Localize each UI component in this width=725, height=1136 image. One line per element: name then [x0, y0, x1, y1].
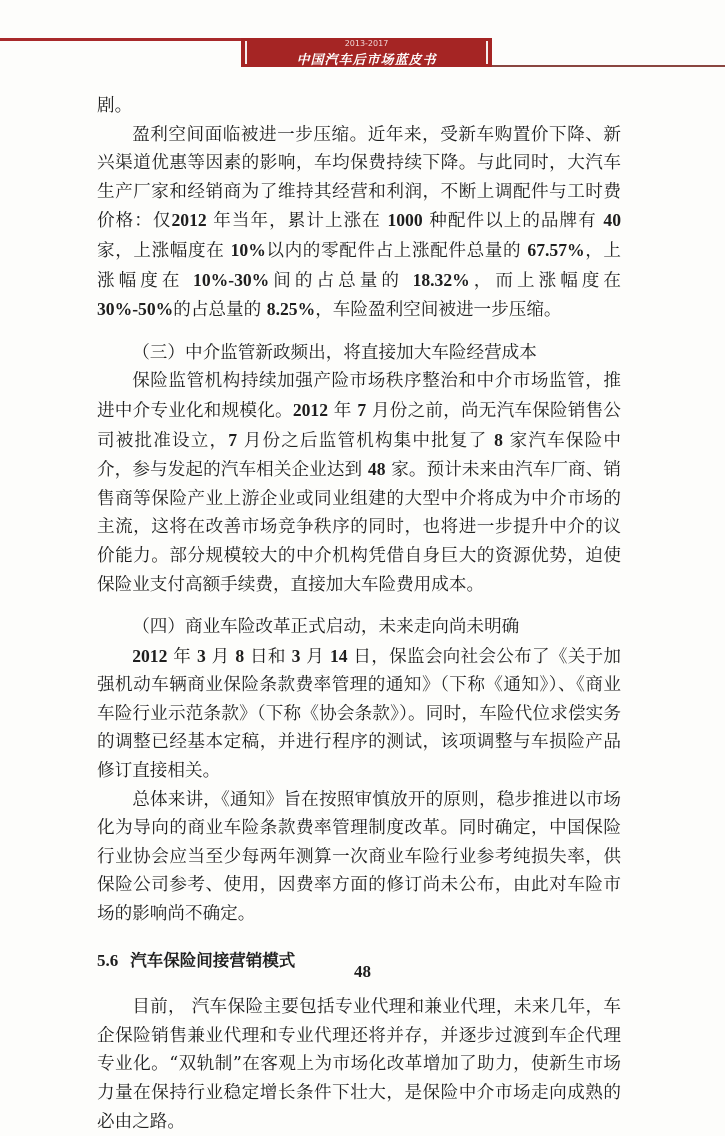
number: 10% — [230, 239, 266, 260]
number: 30%-50% — [97, 299, 174, 320]
number: 48 — [367, 459, 386, 480]
header-title: 中国汽车后市场蓝皮书 — [296, 53, 437, 68]
number: 2012 — [171, 210, 207, 231]
text: 间的占总量的 — [269, 270, 413, 291]
header-rule-right — [490, 65, 725, 67]
text: 盈利空间面临被进一步压缩。近年来，受新车购置价下降、新兴渠道优惠等因素的影响，车均保费持续下降。与此同时，大汽车生产厂家和经销商为了维持其经营和利润，不断上调配件与工时费价格：仅 — [97, 124, 621, 232]
number: 8 — [235, 645, 245, 666]
number: 2012 — [292, 399, 328, 420]
text: ，车险盈利空间被进一步压缩。 — [315, 300, 562, 321]
number: 2012 — [132, 645, 168, 666]
paragraph-intermediary-regulation — [97, 367, 621, 599]
text: 家，上涨幅度在 — [97, 240, 231, 261]
text: 保险监管机构持续加强产险市场秩序整治和中介市场监管，推进中介专业化和规模化。 — [97, 371, 621, 421]
number: 3 — [196, 645, 206, 666]
header-years: 2013-2017 — [344, 39, 389, 48]
text: 日和 — [244, 646, 292, 667]
number: 40 — [603, 210, 621, 231]
spacer — [97, 599, 621, 613]
spacer — [97, 325, 621, 339]
text: 年当年，累计上涨在 — [206, 211, 388, 232]
number: 8 — [494, 429, 503, 450]
text: ，上涨幅度在 — [97, 240, 621, 291]
text: 年 — [167, 646, 197, 667]
number: 3 — [291, 645, 301, 666]
section-title: 汽车保险间接营销模式 — [130, 950, 296, 970]
paragraph-continuation: 剧。 — [97, 96, 133, 116]
paragraph-overall: 总体来讲，《通知》旨在按照审慎放开的原则，稳步推进以市场化为导向的商业车险条款费率管理制度改革。同时确定，中国保险行业协会应当至少每两年测算一次商业车险行业参考纯损失率，供保险公司参考、使用，因费率方面的修订尚未公布，由此对车险市场的影响尚不确定。 — [97, 789, 621, 925]
number: 8.25% — [266, 299, 316, 320]
text: 月份之后监管机构集中批复了 — [237, 430, 495, 451]
paragraph-profit-squeeze — [97, 121, 621, 325]
text: 家。预计未来由汽车厂商、销售商等保险产业上游企业或同业组建的大型中介将成为中介市场的主流，这将在改善市场竞争秩序的同时，也将进一步提升中介的议价能力。部分规模较大的中介机构凭借自身巨大的资源优势，迫使保险业支付高额手续费，直接加大车险费用成本。 — [97, 460, 621, 595]
text: 年 — [328, 400, 358, 421]
subheading-three: （三）中介监管新政频出，将直接加大车险经营成本 — [132, 342, 537, 363]
number: 7 — [357, 399, 367, 420]
spacer — [97, 929, 621, 947]
page-number: 48 — [354, 962, 371, 981]
text: 月份之前，尚无汽车保险销售公司被批准设立， — [97, 400, 621, 451]
text: 月 — [205, 646, 236, 667]
text: 种配件以上的品牌有 — [422, 211, 604, 232]
number: 67.57% — [527, 239, 585, 260]
number: 18.32% — [412, 269, 470, 290]
text: 以内的零配件占上涨配件总量的 — [265, 240, 528, 261]
subheading-four: （四）商业车险改革正式启动，未来走向尚未明确 — [132, 617, 520, 638]
text: ，而上涨幅度在 — [469, 270, 622, 291]
paragraph-indirect-marketing: 目前， 汽车保险主要包括专业代理和兼业代理，未来几年，车企保险销售兼业代理和专业代理还将并存，并逐步过渡到车企代理专业化。“双轨制”在客观上为市场化改革增加了助力，使新生市场力量在保持行业稳定增长条件下壮大，是保险中介市场走向成熟的必由之路。 — [97, 997, 621, 1132]
text: 月 — [300, 646, 330, 667]
number: 10%-30% — [193, 269, 270, 290]
text: 家汽车保险中介，参与发起的汽车相关企业达到 — [97, 430, 621, 481]
header-rule-left — [0, 38, 243, 41]
paragraph-reform-notice — [97, 642, 621, 786]
number: 14 — [329, 645, 348, 666]
number: 7 — [228, 429, 237, 450]
text: 日，保监会向社会公布了《关于加强机动车辆商业保险条款费率管理的通知》（下称《通知》）、《商业车险行业示范条款》（下称《协会条款》）。同时，车险代位求偿实务的调整已经基本定稿，并进行程序的测试，该项调整与车损险产品修订直接相关。 — [97, 646, 621, 782]
number: 1000 — [387, 210, 423, 231]
text: 的占总量的 — [173, 300, 267, 321]
header-banner — [241, 38, 492, 67]
section-number: 5.6 — [97, 950, 119, 970]
